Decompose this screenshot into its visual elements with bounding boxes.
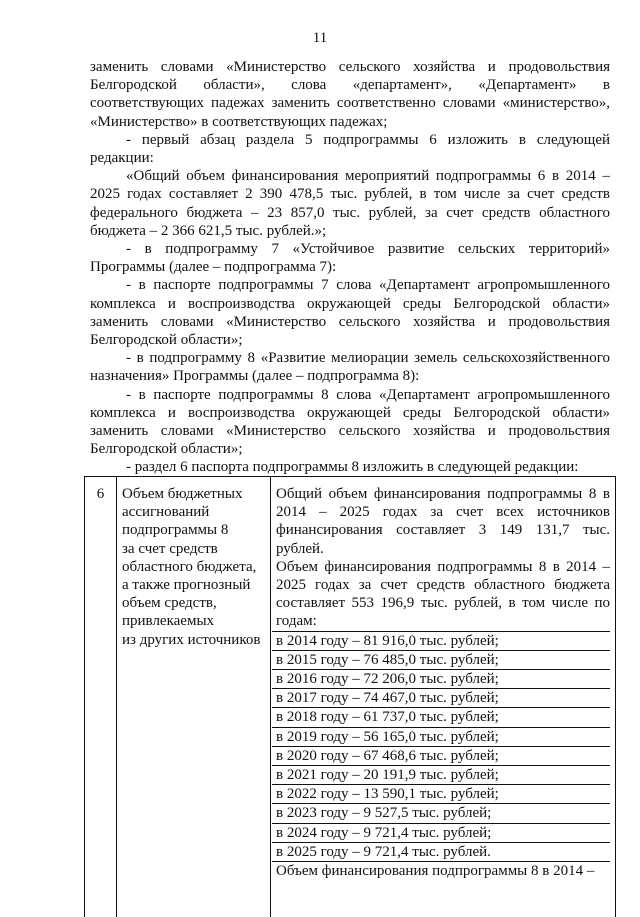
regional-funding-text: Объем финансирования подпрограммы 8 в 2014 – 2025 годах за счет средств областного бюджета составляет 553 196,9 тыс. рублей, в том числе по годам: bbox=[276, 558, 610, 630]
label-line: областного бюджета, bbox=[122, 558, 257, 575]
paragraph: - в паспорте подпрограммы 7 слова «Департамент агропромышленного комплекса и воспроизводства окружающей среды Белгородской области» заменить словами «Министерство сельского хозяйства и продовольствия Белгородской области»; bbox=[90, 277, 610, 349]
page-number: 11 bbox=[312, 30, 328, 46]
total-funding-text: Общий объем финансирования подпрограммы 8 в 2014 – 2025 годах за счет всех источников финансирования составляет 3 149 131,7 тыс. рублей. bbox=[276, 486, 610, 557]
paragraph: - раздел 6 паспорта подпрограммы 8 изложить в следующей редакции: bbox=[126, 459, 579, 476]
year-row: в 2018 году – 61 737,0 тыс. рублей; bbox=[272, 707, 610, 726]
year-row: в 2016 году – 72 206,0 тыс. рублей; bbox=[272, 669, 610, 688]
funding-table bbox=[84, 476, 616, 917]
document-body bbox=[90, 58, 610, 477]
table-value-cell bbox=[272, 477, 614, 917]
label-line: подпрограммы 8 bbox=[122, 522, 229, 539]
paragraph: «Общий объем финансирования мероприятий подпрограммы 6 в 2014 – 2025 годах составляет 2 390 478,5 тыс. рублей, в том числе за счет средств федерального бюджета – 23 857,0 тыс. рублей, за счет средств областного бюджета – 2 366 621,5 тыс. рублей.»; bbox=[90, 168, 610, 239]
year-row: в 2021 году – 20 191,9 тыс. рублей; bbox=[272, 765, 610, 784]
paragraph: - в паспорте подпрограммы 8 слова «Департамент агропромышленного комплекса и воспроизводства окружающей среды Белгородской области» заменить словами «Министерство сельского хозяйства и продовольствия Белгородской области»; bbox=[90, 386, 610, 458]
year-row: в 2025 году – 9 721,4 тыс. рублей. bbox=[272, 842, 610, 861]
tail-text: Объем финансирования подпрограммы 8 в 2014 – bbox=[272, 861, 610, 880]
year-row: в 2019 году – 56 165,0 тыс. рублей; bbox=[272, 727, 610, 746]
paragraph: - первый абзац раздела 5 подпрограммы 6 изложить в следующей редакции: bbox=[90, 131, 610, 167]
year-row: в 2024 году – 9 721,4 тыс. рублей; bbox=[272, 823, 610, 842]
year-row: в 2017 году – 74 467,0 тыс. рублей; bbox=[272, 688, 610, 707]
table-label-cell bbox=[118, 477, 271, 917]
label-line: из других источников bbox=[122, 631, 261, 648]
label-line: Объем бюджетных bbox=[122, 486, 243, 502]
table-row-number: 6 bbox=[85, 477, 117, 917]
label-line: ассигнований bbox=[122, 504, 210, 521]
label-line: привлекаемых bbox=[122, 613, 215, 630]
year-row: в 2014 году – 81 916,0 тыс. рублей; bbox=[272, 631, 610, 650]
year-row: в 2023 году – 9 527,5 тыс. рублей; bbox=[272, 803, 610, 822]
paragraph: - в подпрограмму 7 «Устойчивое развитие сельских территорий» Программы (далее – подпрограмма 7): bbox=[90, 241, 610, 276]
label-line: а также прогнозный bbox=[122, 577, 251, 594]
paragraph: заменить словами «Министерство сельского хозяйства и продовольствия Белгородской области», слова «департамент», «Департамент» в соответствующих падежах заменить соответственно словами «министерство», «Министерство» в соответствующих падежах; bbox=[90, 59, 610, 130]
paragraph: - в подпрограмму 8 «Развитие мелиорации земель сельскохозяйственного назначения» Программы (далее – подпрограмма 8): bbox=[90, 350, 610, 385]
label-line: за счет средств bbox=[122, 540, 218, 557]
year-row: в 2020 году – 67 468,6 тыс. рублей; bbox=[272, 746, 610, 765]
year-row: в 2022 году – 13 590,1 тыс. рублей; bbox=[272, 784, 610, 803]
year-row: в 2015 году – 76 485,0 тыс. рублей; bbox=[272, 650, 610, 669]
label-line: объем средств, bbox=[122, 595, 217, 612]
